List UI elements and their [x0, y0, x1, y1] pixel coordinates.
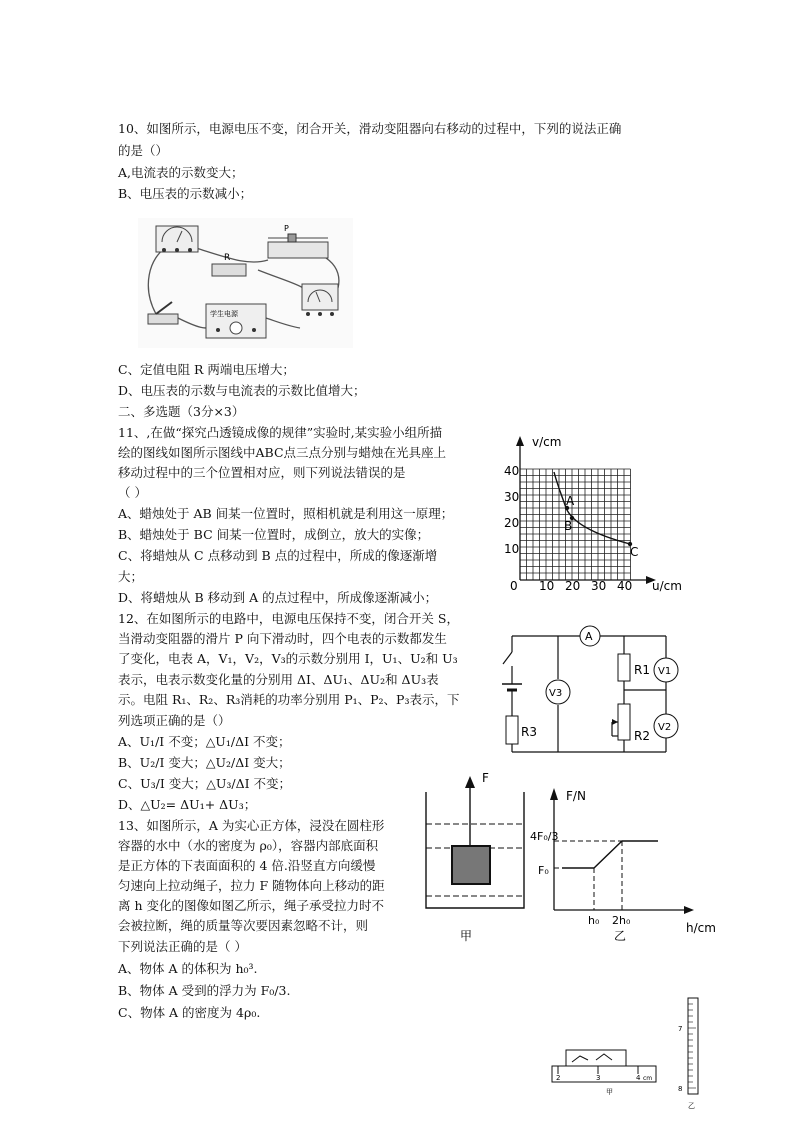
point-b-label: B [564, 519, 573, 533]
q11-stem-2: 绘的图线如图所示图线中ABC点三点分别与蜡烛在光具座上 [118, 445, 447, 460]
q13-stem-1: 13、如图所示，A 为实心正方体，浸没在圆柱形 [118, 818, 385, 833]
ruler-tick-3: 3 [596, 1074, 601, 1082]
ruler-tick-4: 4 [636, 1074, 641, 1082]
q11-option-b: B、蜡烛处于 BC 间某一位置时，成倒立，放大的实像； [118, 527, 430, 542]
measured-block [566, 1050, 626, 1066]
figure-yi-caption: 乙 [614, 929, 627, 943]
battery [502, 684, 522, 698]
q12-option-c: C、U₃/I 变大；△U₃/ΔI 不变； [118, 776, 292, 791]
yi-tick-2h0: 2h₀ [612, 914, 631, 927]
slider-p-arrow-icon [612, 719, 618, 725]
r2-label: R2 [634, 729, 650, 743]
ruler-caption-jia: 甲 [606, 1088, 613, 1096]
q11-option-d: D、将蜡烛从 B 移动到 A 的点过程中，所成像逐渐减小； [118, 590, 438, 605]
q12-stem-5: 示。电阻 R₁、R₂、R₃消耗的功率分别用 P₁、P₂、P₃表示，下 [118, 692, 460, 707]
slider-label: P [284, 224, 289, 233]
q11-stem-4: （ ） [118, 485, 147, 500]
q11-option-c: C、将蜡烛从 C 点移动到 B 点的过程中，所成的像逐渐增 [118, 548, 438, 563]
q13-option-a: A、物体 A 的体积为 h₀³. [118, 961, 258, 976]
resistor-r1 [618, 654, 630, 681]
y-axis-label: v/cm [532, 435, 562, 449]
q13-stem-5: 离 h 变化的图像如图乙所示，绳子承受拉力时不 [118, 898, 384, 913]
switch-s [503, 652, 512, 664]
r1-label: R1 [634, 663, 650, 677]
q11-option-a: A、蜡烛处于 AB 间某一位置时，照相机就是利用这一原理； [118, 506, 454, 521]
yi-y-label: F/N [566, 789, 586, 803]
cylinder-tick-8: 8 [678, 1085, 683, 1093]
figure-jia-caption: 甲 [460, 929, 473, 943]
q13-stem-3: 是正方体的下表面面积的 4 倍.沿竖直方向缓慢 [118, 858, 376, 873]
x-tick-30: 30 [591, 579, 607, 593]
q10-option-b: B、电压表的示数减小； [118, 186, 253, 201]
yi-tick-h0: h₀ [588, 914, 600, 927]
section-heading: 二、多选题（3分×3） [118, 404, 245, 419]
q13-stem-4: 匀速向上拉动绳子，拉力 F 随物体向上移动的距 [118, 878, 385, 893]
x-tick-10: 10 [539, 579, 555, 593]
supply-label: 学生电源 [210, 310, 238, 318]
resistor-r3 [506, 716, 518, 744]
q11-option-c-cont: 大； [118, 569, 144, 584]
yi-tick-f0: F₀ [538, 864, 549, 877]
power-supply [206, 304, 266, 338]
q12-option-a: A、U₁/I 不变；△U₁/ΔI 不变； [118, 734, 291, 749]
graph-grid [520, 469, 631, 580]
measuring-cylinder-yi [676, 994, 706, 1112]
q13-container-figure-jia [420, 768, 532, 946]
y-tick-30: 30 [504, 490, 520, 504]
q13-option-c: C、物体 A 的密度为 4ρ₀. [118, 1005, 261, 1020]
q10-option-c: C、定值电阻 R 两端电压增大； [118, 362, 295, 377]
q12-stem-2: 当滑动变阻器的滑片 P 向下滑动时，四个电表的示数都发生 [118, 631, 447, 646]
q10-stem: 10、如图所示，电源电压不变，闭合开关，滑动变阻器向右移动的过程中，下列的说法正确 [118, 121, 622, 136]
q11-stem-3: 移动过程中的三个位置相对应，则下列说法错误的是 [118, 465, 406, 480]
y-axis-arrow-icon [516, 436, 524, 446]
force-curve [562, 841, 658, 868]
q10-circuit-photo [138, 218, 353, 348]
y-tick-20: 20 [504, 516, 520, 530]
yi-x-label: h/cm [686, 921, 716, 935]
q12-option-d: D、△U₂= ΔU₁+ ΔU₃； [118, 797, 257, 812]
q13-force-graph-yi [530, 782, 718, 943]
point-c-label: C [630, 545, 639, 559]
force-label: F [482, 771, 489, 785]
q12-stem-6: 列选项正确的是（） [118, 713, 231, 728]
cylinder-tick-7: 7 [678, 1025, 683, 1033]
q13-stem-7: 下列说法正确的是（ ） [118, 939, 247, 954]
q10-stem-cont: 的是（） [118, 143, 169, 158]
q12-circuit [488, 624, 688, 760]
x-axis-label: u/cm [652, 579, 682, 593]
q12-stem-1: 12、在如图所示的电路中，电源电压保持不变，闭合开关 S， [118, 611, 459, 626]
q10-option-d: D、电压表的示数与电流表的示数比值增大； [118, 383, 366, 398]
cube-a [452, 846, 490, 884]
resistor-label: R [224, 253, 231, 263]
ammeter-label: A [585, 630, 593, 643]
yi-y-arrow-icon [550, 788, 558, 800]
q12-stem-4: 表示，电表示数变化量的分别用 ΔI、ΔU₁、ΔU₂和 ΔU₃表 [118, 672, 439, 687]
v1-label: V1 [658, 666, 672, 677]
x-tick-40: 40 [617, 579, 633, 593]
ruler-unit: cm [643, 1075, 653, 1082]
force-arrow-icon [465, 776, 475, 788]
q10-option-a: A,电流表的示数变大； [118, 165, 244, 180]
ruler-figure-jia [548, 1048, 668, 1098]
v3-label: V3 [549, 688, 563, 699]
cylinder-caption-yi: 乙 [688, 1102, 695, 1110]
y-tick-10: 10 [504, 542, 520, 556]
yi-x-arrow-icon [684, 906, 694, 914]
q13-option-b: B、物体 A 受到的浮力为 F₀/3. [118, 983, 291, 998]
y-tick-40: 40 [504, 464, 520, 478]
q11-stem-1: 11、,在做“探究凸透镜成像的规律”实验时,某实验小组所描 [118, 425, 443, 440]
q11-lens-graph [502, 432, 692, 594]
x-tick-20: 20 [565, 579, 581, 593]
rheostat-r2 [618, 704, 630, 740]
r3-label: R3 [521, 725, 537, 739]
q13-stem-6: 会被拉断，绳的质量等次要因素忽略不计，则 [118, 918, 369, 933]
q12-stem-3: 了变化，电表 A，V₁，V₂，V₃的示数分别用 I，U₁、U₂和 U₃ [118, 651, 458, 666]
q13-stem-2: 容器的水中（水的密度为 ρ₀），容器内部底面积 [118, 838, 379, 853]
q12-option-b: B、U₂/I 变大；△U₂/ΔI 变大； [118, 755, 291, 770]
x-tick-0: 0 [510, 579, 518, 593]
ruler-tick-2: 2 [556, 1074, 561, 1082]
v2-label: V2 [658, 722, 672, 733]
ammeter [156, 226, 198, 252]
point-a-label: A [566, 494, 575, 508]
yi-tick-4f0-3: 4F₀/3 [530, 830, 559, 843]
